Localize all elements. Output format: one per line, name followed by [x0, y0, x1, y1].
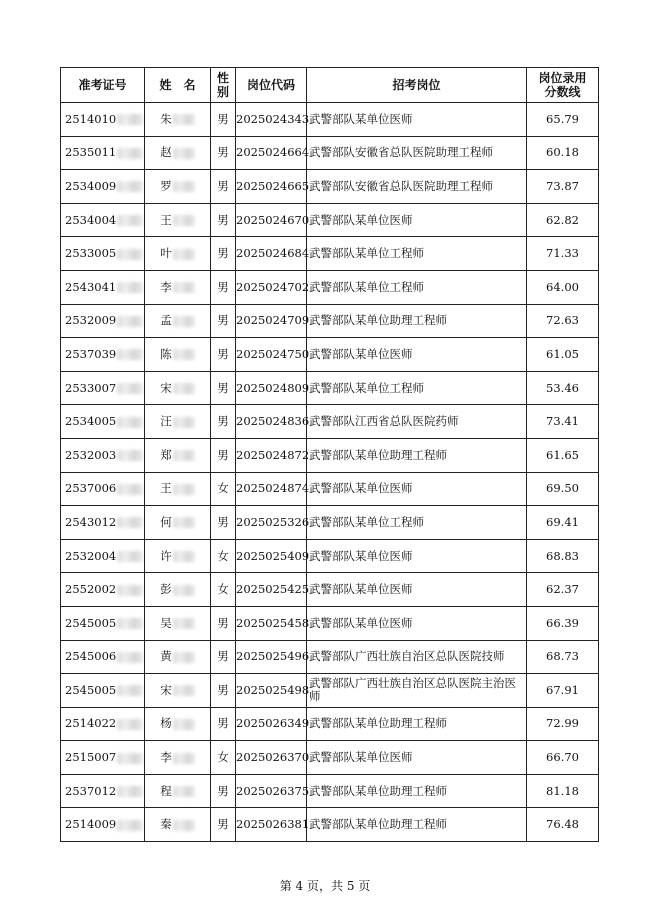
redacted-id-suffix	[117, 551, 143, 562]
score-cell: 76.48	[527, 808, 599, 842]
table-row	[61, 170, 599, 204]
redacted-id-suffix	[117, 484, 143, 495]
position-cell: 武警部队安徽省总队医院助理工程师	[307, 136, 527, 170]
position-code-cell: 2025025425	[236, 573, 307, 607]
name-cell	[145, 270, 211, 304]
exam-id-cell	[61, 170, 145, 204]
redacted-id-suffix	[117, 652, 143, 663]
position-cell: 武警部队某单位医师	[307, 539, 527, 573]
position-code-cell: 2025024872	[236, 438, 307, 472]
redacted-given-name	[173, 652, 195, 663]
header-position-code: 岗位代码	[236, 68, 307, 103]
redacted-id-suffix	[117, 114, 143, 125]
header-position: 招考岗位	[307, 68, 527, 103]
exam-id-prefix: 2532003	[65, 447, 117, 462]
table-row	[61, 338, 599, 372]
table-row	[61, 438, 599, 472]
sex-cell: 男	[211, 808, 236, 842]
surname: 何	[160, 514, 172, 529]
position-cell: 武警部队某单位工程师	[307, 270, 527, 304]
redacted-id-suffix	[117, 316, 143, 327]
exam-id-prefix: 2535011	[65, 145, 117, 160]
redacted-given-name	[173, 114, 195, 125]
name-cell	[145, 640, 211, 674]
redacted-given-name	[173, 685, 195, 696]
exam-id-prefix: 2532009	[65, 313, 117, 328]
exam-id-cell	[61, 539, 145, 573]
position-code-cell: 2025026370	[236, 741, 307, 775]
redacted-given-name	[173, 517, 195, 528]
exam-id-prefix: 2533007	[65, 380, 117, 395]
exam-id-prefix: 2537012	[65, 783, 117, 798]
exam-id-cell	[61, 304, 145, 338]
name-cell	[145, 304, 211, 338]
surname: 赵	[160, 145, 172, 160]
exam-id-cell	[61, 270, 145, 304]
position-cell: 武警部队安徽省总队医院助理工程师	[307, 170, 527, 204]
score-cell: 68.73	[527, 640, 599, 674]
name-cell	[145, 472, 211, 506]
redacted-id-suffix	[117, 618, 143, 629]
header-sex-line1: 性	[216, 71, 229, 85]
redacted-id-suffix	[117, 215, 143, 226]
admission-score-table	[60, 67, 599, 842]
surname: 彭	[160, 582, 172, 597]
exam-id-prefix: 2514009	[65, 817, 117, 832]
sex-cell: 女	[211, 573, 236, 607]
sex-cell: 男	[211, 170, 236, 204]
exam-id-prefix: 2514022	[65, 716, 117, 731]
table-row	[61, 304, 599, 338]
redacted-given-name	[173, 551, 195, 562]
redacted-id-suffix	[117, 517, 143, 528]
redacted-id-suffix	[117, 820, 143, 831]
score-cell: 71.33	[527, 237, 599, 271]
table-header-row	[61, 68, 599, 103]
exam-id-prefix: 2537006	[65, 481, 117, 496]
score-cell: 73.87	[527, 170, 599, 204]
redacted-given-name	[173, 249, 195, 260]
redacted-given-name	[173, 417, 195, 428]
position-code-cell: 2025025409	[236, 539, 307, 573]
position-cell: 武警部队某单位医师	[307, 741, 527, 775]
name-cell	[145, 573, 211, 607]
table-row	[61, 573, 599, 607]
redacted-given-name	[173, 316, 195, 327]
redacted-id-suffix	[117, 181, 143, 192]
surname: 陈	[160, 346, 172, 361]
position-cell: 武警部队广西壮族自治区总队医院主治医师	[307, 674, 527, 708]
exam-id-prefix: 2515007	[65, 750, 117, 765]
exam-id-cell	[61, 707, 145, 741]
position-code-cell: 2025024874	[236, 472, 307, 506]
position-code-cell: 2025024343	[236, 103, 307, 137]
header-exam-id: 准考证号	[61, 68, 145, 103]
position-code-cell: 2025024665	[236, 170, 307, 204]
exam-id-prefix: 2514010	[65, 111, 117, 126]
position-cell: 武警部队某单位助理工程师	[307, 707, 527, 741]
sex-cell: 男	[211, 640, 236, 674]
exam-id-cell	[61, 371, 145, 405]
header-name: 姓 名	[145, 68, 211, 103]
table-row	[61, 103, 599, 137]
redacted-id-suffix	[117, 148, 143, 159]
position-cell: 武警部队某单位医师	[307, 103, 527, 137]
position-cell: 武警部队广西壮族自治区总队医院技师	[307, 640, 527, 674]
exam-id-cell	[61, 405, 145, 439]
surname: 郑	[160, 447, 172, 462]
exam-id-cell	[61, 606, 145, 640]
score-cell: 62.37	[527, 573, 599, 607]
sex-cell: 男	[211, 136, 236, 170]
surname: 秦	[160, 817, 172, 832]
surname: 孟	[160, 313, 172, 328]
exam-id-prefix: 2545005	[65, 615, 117, 630]
redacted-given-name	[173, 585, 195, 596]
name-cell	[145, 674, 211, 708]
surname: 王	[160, 481, 172, 496]
table-row	[61, 707, 599, 741]
redacted-id-suffix	[117, 753, 143, 764]
position-code-cell: 2025024664	[236, 136, 307, 170]
surname: 李	[160, 750, 172, 765]
name-cell	[145, 506, 211, 540]
exam-id-cell	[61, 808, 145, 842]
sex-cell: 男	[211, 506, 236, 540]
position-code-cell: 2025026349	[236, 707, 307, 741]
score-cell: 53.46	[527, 371, 599, 405]
sex-cell: 男	[211, 203, 236, 237]
score-cell: 72.63	[527, 304, 599, 338]
name-cell	[145, 136, 211, 170]
redacted-given-name	[173, 215, 195, 226]
sex-cell: 男	[211, 270, 236, 304]
exam-id-prefix: 2552002	[65, 582, 117, 597]
position-cell: 武警部队某单位医师	[307, 203, 527, 237]
score-cell: 69.41	[527, 506, 599, 540]
redacted-given-name	[173, 820, 195, 831]
score-cell: 62.82	[527, 203, 599, 237]
exam-id-cell	[61, 506, 145, 540]
score-cell: 67.91	[527, 674, 599, 708]
position-code-cell: 2025025496	[236, 640, 307, 674]
exam-id-prefix: 2533005	[65, 246, 117, 261]
position-code-cell: 2025024750	[236, 338, 307, 372]
position-code-cell: 2025026381	[236, 808, 307, 842]
redacted-id-suffix	[117, 585, 143, 596]
exam-id-cell	[61, 103, 145, 137]
score-cell: 81.18	[527, 774, 599, 808]
table-row	[61, 674, 599, 708]
score-cell: 68.83	[527, 539, 599, 573]
score-cell: 66.70	[527, 741, 599, 775]
position-code-cell: 2025025326	[236, 506, 307, 540]
surname: 李	[160, 279, 172, 294]
exam-id-prefix: 2534009	[65, 178, 117, 193]
name-cell	[145, 103, 211, 137]
exam-id-cell	[61, 203, 145, 237]
table-row	[61, 741, 599, 775]
redacted-given-name	[173, 753, 195, 764]
exam-id-cell	[61, 472, 145, 506]
sex-cell: 女	[211, 741, 236, 775]
position-cell: 武警部队某单位医师	[307, 606, 527, 640]
position-cell: 武警部队某单位工程师	[307, 371, 527, 405]
sex-cell: 男	[211, 304, 236, 338]
name-cell	[145, 774, 211, 808]
header-score	[527, 68, 599, 103]
position-code-cell: 2025024709	[236, 304, 307, 338]
header-score-line1: 岗位录用	[538, 71, 587, 85]
name-cell	[145, 539, 211, 573]
header-sex-line2: 别	[216, 85, 229, 99]
exam-id-prefix: 2545005	[65, 682, 117, 697]
surname: 吴	[160, 615, 172, 630]
position-cell: 武警部队某单位助理工程师	[307, 774, 527, 808]
position-cell: 武警部队某单位助理工程师	[307, 304, 527, 338]
surname: 黄	[160, 649, 172, 664]
exam-id-cell	[61, 640, 145, 674]
exam-id-prefix: 2537039	[65, 346, 117, 361]
position-cell: 武警部队某单位助理工程师	[307, 438, 527, 472]
sex-cell: 男	[211, 774, 236, 808]
sex-cell: 男	[211, 606, 236, 640]
surname: 叶	[160, 246, 172, 261]
name-cell	[145, 741, 211, 775]
name-cell	[145, 707, 211, 741]
position-code-cell: 2025024809	[236, 371, 307, 405]
table-body	[61, 103, 599, 842]
sex-cell: 女	[211, 539, 236, 573]
position-code-cell: 2025024702	[236, 270, 307, 304]
score-cell: 61.05	[527, 338, 599, 372]
sex-cell: 男	[211, 338, 236, 372]
surname: 王	[160, 212, 172, 227]
position-cell: 武警部队某单位医师	[307, 573, 527, 607]
redacted-id-suffix	[117, 786, 143, 797]
table-row	[61, 237, 599, 271]
redacted-id-suffix	[117, 685, 143, 696]
position-code-cell: 2025026375	[236, 774, 307, 808]
sex-cell: 男	[211, 237, 236, 271]
score-cell: 60.18	[527, 136, 599, 170]
surname: 程	[160, 783, 172, 798]
table-row	[61, 506, 599, 540]
redacted-given-name	[173, 349, 195, 360]
table-row	[61, 606, 599, 640]
table-row	[61, 774, 599, 808]
surname: 许	[160, 548, 172, 563]
exam-id-cell	[61, 741, 145, 775]
redacted-given-name	[173, 282, 195, 293]
redacted-id-suffix	[117, 383, 143, 394]
score-cell: 72.99	[527, 707, 599, 741]
name-cell	[145, 405, 211, 439]
position-cell: 武警部队某单位医师	[307, 338, 527, 372]
surname: 杨	[160, 716, 172, 731]
table-row	[61, 270, 599, 304]
exam-id-cell	[61, 573, 145, 607]
exam-id-prefix: 2543012	[65, 514, 117, 529]
position-code-cell: 2025025458	[236, 606, 307, 640]
redacted-given-name	[173, 786, 195, 797]
redacted-id-suffix	[117, 349, 143, 360]
header-sex	[211, 68, 236, 103]
exam-id-cell	[61, 237, 145, 271]
redacted-id-suffix	[117, 719, 143, 730]
position-code-cell: 2025024670	[236, 203, 307, 237]
exam-id-cell	[61, 774, 145, 808]
sex-cell: 男	[211, 405, 236, 439]
position-cell: 武警部队某单位工程师	[307, 237, 527, 271]
surname: 朱	[160, 111, 172, 126]
table-row	[61, 472, 599, 506]
redacted-given-name	[173, 148, 195, 159]
sex-cell: 男	[211, 674, 236, 708]
name-cell	[145, 438, 211, 472]
position-cell: 武警部队某单位医师	[307, 472, 527, 506]
surname: 罗	[160, 178, 172, 193]
redacted-given-name	[173, 484, 195, 495]
exam-id-prefix: 2543041	[65, 279, 117, 294]
redacted-id-suffix	[117, 282, 143, 293]
sex-cell: 男	[211, 707, 236, 741]
position-code-cell: 2025025498	[236, 674, 307, 708]
exam-id-cell	[61, 438, 145, 472]
table-row	[61, 405, 599, 439]
redacted-id-suffix	[117, 417, 143, 428]
redacted-id-suffix	[117, 249, 143, 260]
surname: 汪	[160, 414, 172, 429]
score-cell: 64.00	[527, 270, 599, 304]
sex-cell: 男	[211, 103, 236, 137]
header-score-line2: 分数线	[544, 85, 581, 99]
table-row	[61, 371, 599, 405]
redacted-given-name	[173, 618, 195, 629]
score-cell: 65.79	[527, 103, 599, 137]
sex-cell: 男	[211, 438, 236, 472]
position-cell: 武警部队某单位工程师	[307, 506, 527, 540]
score-cell: 66.39	[527, 606, 599, 640]
name-cell	[145, 371, 211, 405]
position-cell: 武警部队某单位助理工程师	[307, 808, 527, 842]
sex-cell: 女	[211, 472, 236, 506]
surname: 宋	[160, 380, 172, 395]
name-cell	[145, 203, 211, 237]
exam-id-cell	[61, 674, 145, 708]
position-cell: 武警部队江西省总队医院药师	[307, 405, 527, 439]
score-cell: 73.41	[527, 405, 599, 439]
redacted-id-suffix	[117, 450, 143, 461]
redacted-given-name	[173, 450, 195, 461]
position-code-cell: 2025024836	[236, 405, 307, 439]
table-row	[61, 640, 599, 674]
name-cell	[145, 237, 211, 271]
score-cell: 69.50	[527, 472, 599, 506]
table-row	[61, 136, 599, 170]
redacted-given-name	[173, 181, 195, 192]
table-row	[61, 808, 599, 842]
redacted-given-name	[173, 383, 195, 394]
exam-id-prefix: 2534005	[65, 414, 117, 429]
page-number: 第 4 页，共 5 页	[279, 879, 371, 893]
name-cell	[145, 170, 211, 204]
redacted-given-name	[173, 719, 195, 730]
surname: 宋	[160, 682, 172, 697]
exam-id-prefix: 2534004	[65, 212, 117, 227]
table-row	[61, 539, 599, 573]
name-cell	[145, 338, 211, 372]
sex-cell: 男	[211, 371, 236, 405]
name-cell	[145, 808, 211, 842]
exam-id-prefix: 2545006	[65, 649, 117, 664]
position-code-cell: 2025024684	[236, 237, 307, 271]
score-cell: 61.65	[527, 438, 599, 472]
exam-id-prefix: 2532004	[65, 548, 117, 563]
table-row	[61, 203, 599, 237]
name-cell	[145, 606, 211, 640]
exam-id-cell	[61, 136, 145, 170]
exam-id-cell	[61, 338, 145, 372]
